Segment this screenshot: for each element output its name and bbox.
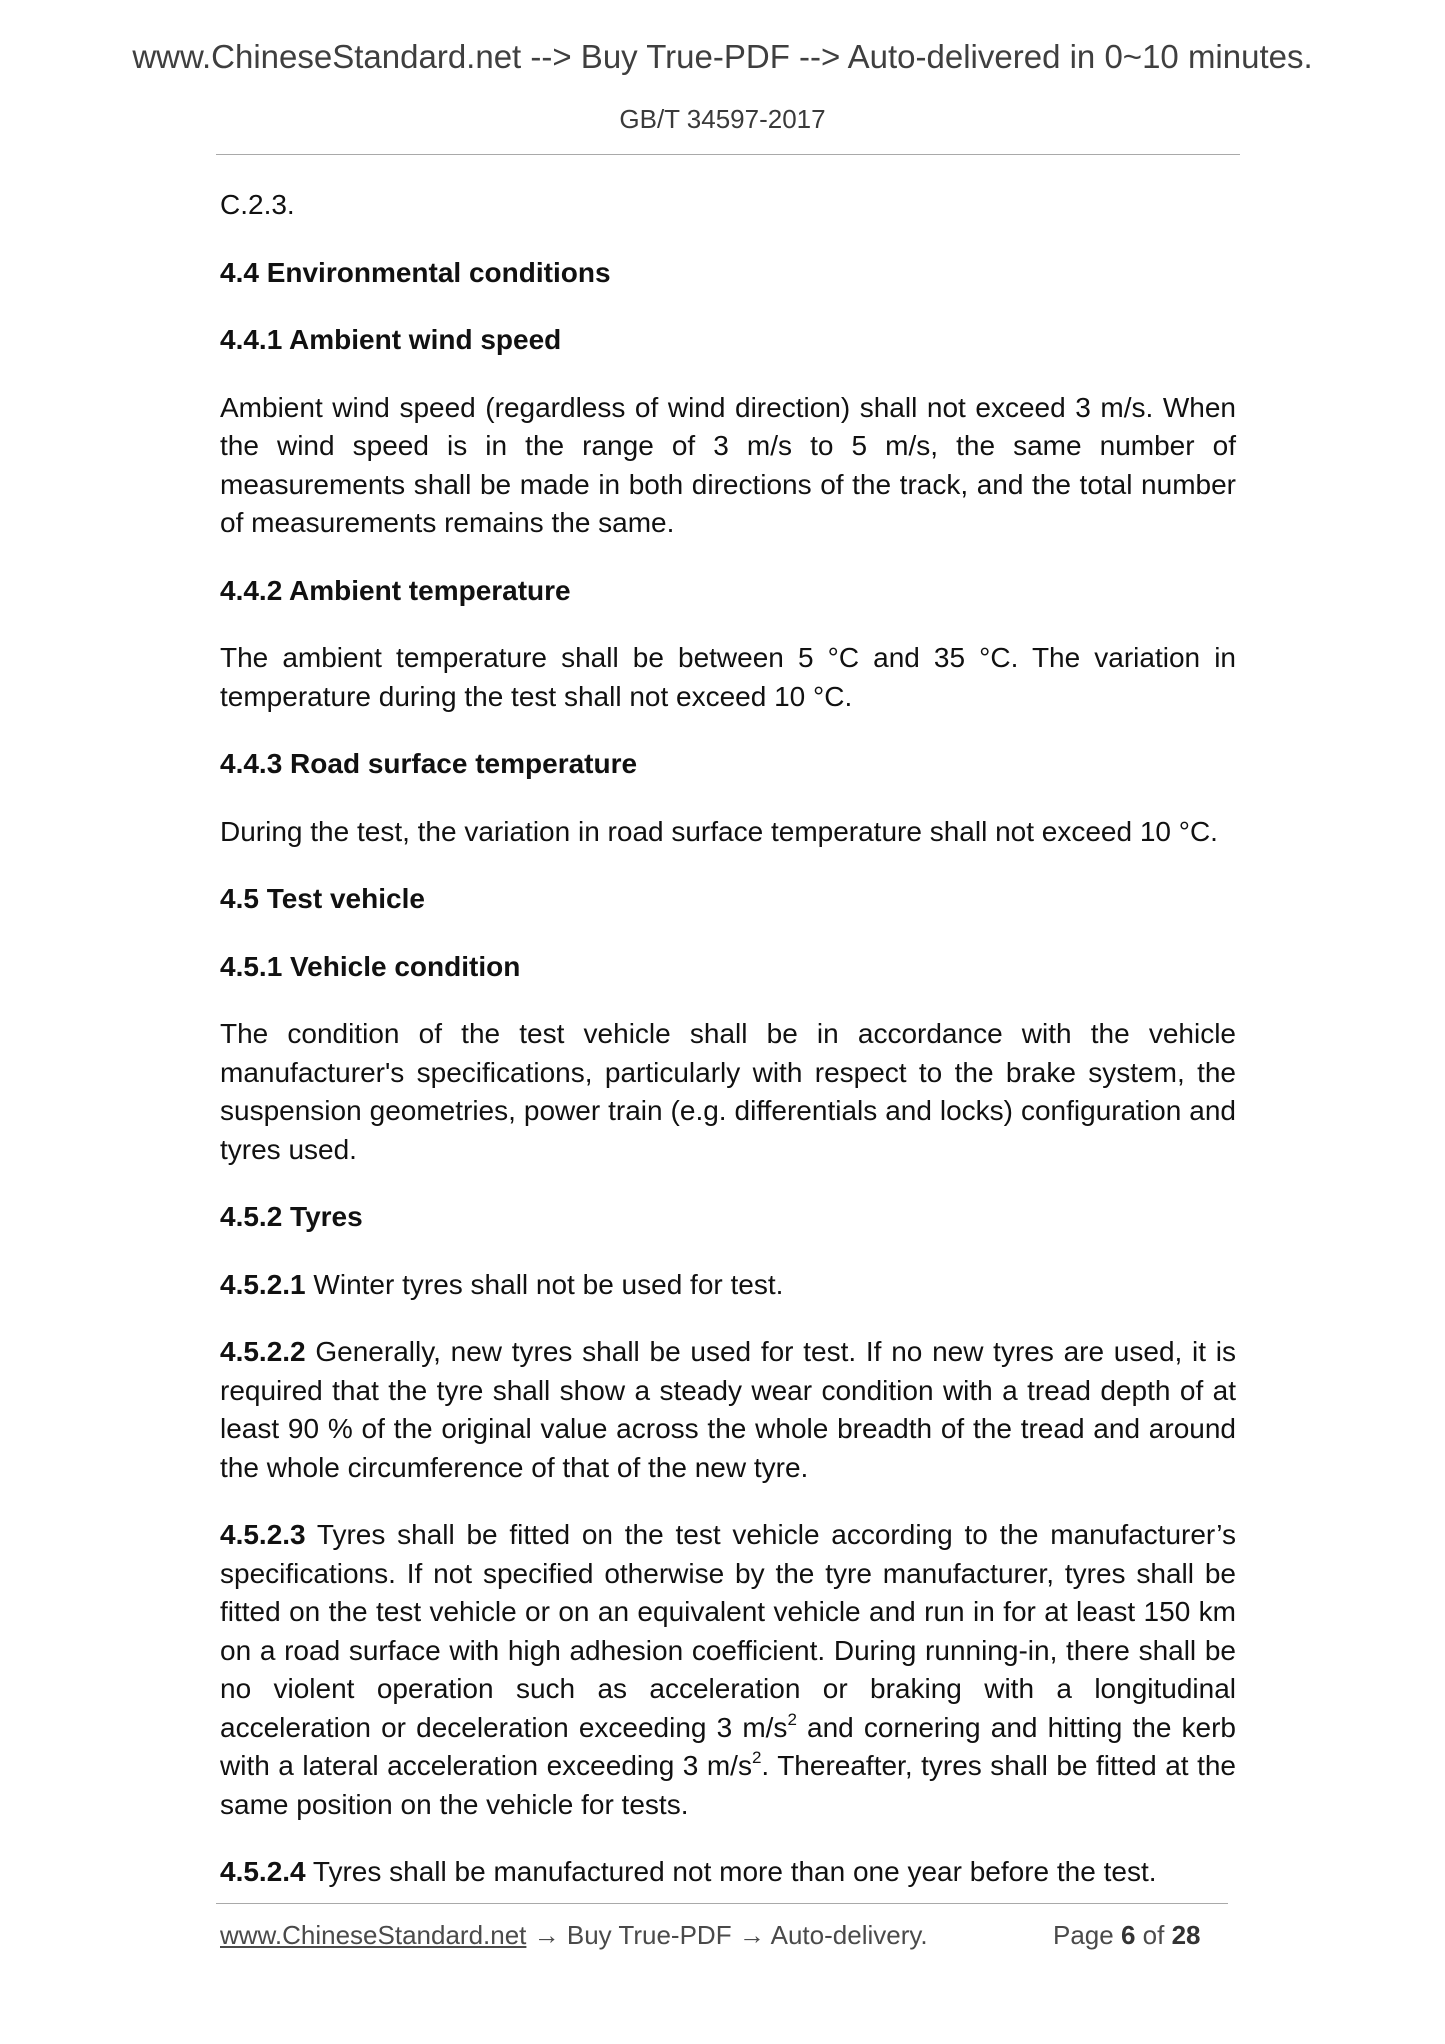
footer-divider: [216, 1903, 1228, 1904]
clause-number: 4.5.2.1: [220, 1268, 306, 1300]
superscript: 2: [751, 1748, 762, 1767]
paragraph-4-4-1: Ambient wind speed (regardless of wind direction) shall not exceed 3 m/s. When the wind speed is in the range of 3 m/s to 5 m/s, the same number of measurements shall be made in both directions of the track, and the total number of measurements remains the same.: [220, 391, 1236, 538]
section-heading-4-4: 4.4 Environmental conditions: [220, 256, 611, 288]
clause-text: Tyres shall be manufactured not more than one year before the test.: [305, 1856, 1157, 1887]
delivery-text: Auto-delivery.: [770, 1920, 928, 1950]
section-heading-4-5-2: 4.5.2 Tyres: [220, 1201, 363, 1232]
clause-4-5-2-4: [220, 1853, 1236, 1892]
clause-number: 4.5.2.2: [220, 1336, 306, 1367]
clause-number: 4.5.2.4: [220, 1856, 306, 1887]
section-heading-4-4-3: 4.4.3 Road surface temperature: [220, 748, 638, 779]
section-heading-4-4-2: 4.4.2 Ambient temperature: [220, 574, 571, 606]
section-heading-4-5-1: 4.5.1 Vehicle condition: [220, 950, 521, 982]
section-heading-4-4-1: 4.4.1 Ambient wind speed: [220, 324, 562, 355]
buy-text: Buy True-PDF: [566, 1920, 732, 1950]
arrow-right-icon: →: [533, 1920, 560, 1950]
clause-4-5-2-1: [220, 1266, 1236, 1305]
clause-text: . Thereafter, tyres shall be fitted at the same position on the vehicle for tests.: [220, 1750, 1236, 1820]
current-page-number: 6: [1120, 1920, 1136, 1950]
document-body: [220, 186, 1236, 1892]
clause-4-5-2-3: [220, 1516, 1236, 1824]
page-label: Page: [1053, 1920, 1114, 1950]
paragraph-4-4-3: During the test, the variation in road surface temperature shall not exceed 10 °C.: [220, 815, 1218, 847]
header-divider: [216, 154, 1240, 155]
total-pages-number: 28: [1171, 1920, 1201, 1950]
carry-over-text: C.2.3.: [220, 189, 295, 220]
arrow-right-icon: →: [738, 1920, 765, 1950]
footer-promo: [220, 1920, 928, 1951]
page-indicator: [1053, 1920, 1201, 1951]
site-link[interactable]: www.ChineseStandard.net: [220, 1920, 527, 1950]
of-label: of: [1142, 1920, 1165, 1950]
clause-text: Generally, new tyres shall be used for test. If no new tyres are used, it is required that the tyre shall show a steady wear condition with a tread depth of at least 90 % of the original value across the whole breadth of the tread and around the whole circumference of that of the new tyre.: [220, 1336, 1236, 1483]
superscript: 2: [787, 1709, 797, 1729]
clause-text: Tyres shall be fitted on the test vehicle according to the manufacturer’s specifications. If not specified otherwise by the tyre manufacturer, tyres shall be fitted on the test vehicle or on an equivalent vehicle and run in for at least 150 km on a road surface with high adhesion coefficient. During running-in, there shall be no violent operation such as acceleration or braking with a longitudinal acceleration or deceleration exceeding 3 m/s: [220, 1519, 1236, 1743]
paragraph-4-4-2: The ambient temperature shall be between 5 °C and 35 °C. The variation in temperature during the test shall not exceed 10 °C.: [220, 642, 1236, 712]
clause-text: Winter tyres shall not be used for test.: [305, 1268, 784, 1300]
document-code: GB/T 34597-2017: [619, 104, 826, 134]
clause-number: 4.5.2.3: [220, 1519, 306, 1550]
clause-4-5-2-2: [220, 1333, 1236, 1487]
site-banner: www.ChineseStandard.net --> Buy True-PDF --> Auto-delivered in 0~10 minutes.: [132, 38, 1313, 75]
section-heading-4-5: 4.5 Test vehicle: [220, 883, 425, 914]
paragraph-4-5-1: The condition of the test vehicle shall be in accordance with the vehicle manufacturer's specifications, particularly with respect to the brake system, the suspension geometries, power train (e.g. differentials and locks) configuration and tyres used.: [220, 1018, 1236, 1165]
clause-text: and cornering and hitting the kerb with a lateral acceleration exceeding 3 m/s: [220, 1711, 1236, 1781]
